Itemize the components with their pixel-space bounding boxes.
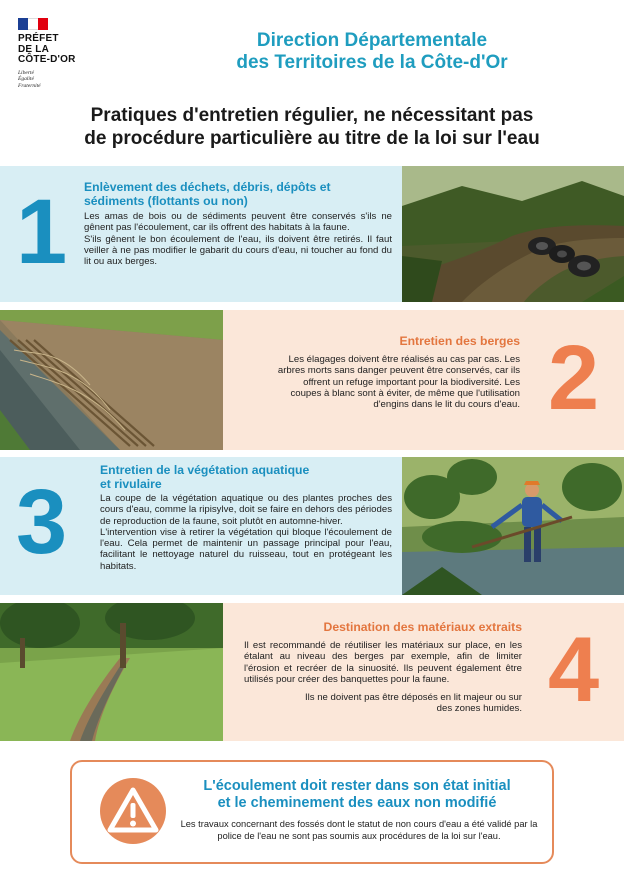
page-title-line-1: Pratiques d'entretien régulier, ne nécessitant pas xyxy=(90,105,534,126)
section-2-number: 2 xyxy=(548,327,600,429)
motto-liberte: Liberté xyxy=(18,69,34,76)
section-2-title-line-1: Entretien des berges xyxy=(399,334,520,348)
section-4-body-2 xyxy=(300,692,522,715)
page-title-line-2: de procédure particulière au titre de la loi sur l'eau xyxy=(84,128,540,149)
section-4-body xyxy=(244,640,522,685)
section-1-number: 1 xyxy=(16,181,68,283)
warning-triangle-icon xyxy=(100,778,166,844)
section-3-photo xyxy=(402,457,624,595)
section-3-number: 3 xyxy=(16,471,68,573)
warning-title-line-1: L'écoulement doit rester dans son état initial xyxy=(203,778,511,794)
section-4-paragraph-1: Il est recommandé de réutiliser les matériaux sur place, en les étalant au niveau des berges par exemple, afin de limiter l'érosion et recréer de la sinuosité. Ils peuvent également être utilisés pour créer des banquettes pour la faune. xyxy=(244,640,522,685)
section-2-title xyxy=(240,334,520,348)
logo-line-1: PRÉFET xyxy=(18,33,59,44)
section-4-paragraph-2: Ils ne doivent pas être déposés en lit majeur ou sur des zones humides. xyxy=(304,692,522,715)
motto-egalite: Égalité xyxy=(18,76,34,82)
section-1-title-line-1: Enlèvement des déchets, débris, dépôts et xyxy=(84,180,331,194)
section-1-paragraph-2: S'ils gênent le bon écoulement de l'eau, ils doivent être retirés. Il faut veiller à ne pas modifier le gabarit du cours d'eau, ni toucher au fond du lit ou aux berges. xyxy=(84,233,392,268)
section-3-title-line-2: et rivulaire xyxy=(100,477,162,491)
section-4-photo xyxy=(0,603,223,741)
direction-line-2: des Territoires de la Côte-d'Or xyxy=(236,52,508,73)
warning-title xyxy=(176,778,538,812)
section-3-title-line-1: Entretien de la végétation aquatique xyxy=(100,463,310,477)
section-4-number: 4 xyxy=(548,619,600,721)
section-1-paragraph-1: Les amas de bois ou de sédiments peuvent être conservés s'ils ne gênent pas l'écoulement, car ils offrent des habitats à la faune. xyxy=(84,211,392,234)
motto-fraternite: Fraternité xyxy=(18,82,41,89)
warning-title-line-2: et le cheminement des eaux non modifié xyxy=(217,795,497,811)
logo-line-2: DE LA xyxy=(18,43,49,55)
section-1-body xyxy=(84,211,392,267)
direction-line-1: Direction Départementale xyxy=(256,30,488,51)
section-2-body xyxy=(272,354,520,410)
section-1-title-line-2: sédiments (flottants ou non) xyxy=(84,194,248,208)
section-1-title xyxy=(84,180,384,208)
section-2-photo xyxy=(0,310,223,450)
warning-box xyxy=(70,760,554,864)
section-2-paragraph-1: Les élagages doivent être réalisés au cas par cas. Les arbres morts sans danger peuvent être conservés, car ils offrent un refuge important pour la biodiversité. Les coupes à blanc sont à éviter, de même que l'utilisation d'engins dans le lit du cours d'eau. xyxy=(277,354,520,411)
logo-line-3: CÔTE-D'OR xyxy=(18,54,76,65)
page-title xyxy=(20,104,604,150)
prefecture-logo xyxy=(18,18,118,89)
republic-motto xyxy=(18,70,118,90)
section-4-title xyxy=(240,620,522,634)
section-3-body xyxy=(100,493,392,572)
section-1-photo xyxy=(402,166,624,302)
direction-heading xyxy=(120,30,624,74)
marianne-flag-icon xyxy=(18,18,48,30)
section-3-paragraph-2: L'intervention vise à retirer la végétation qui bloque l'écoulement de l'eau. Cela permet de maintenir un passage principal pour l'eau, facilitant le nettoyage naturel du ruisseau, tout en protégeant les habitats. xyxy=(100,526,392,572)
section-4-title-line-1: Destination des matériaux extraits xyxy=(323,620,522,634)
warning-text: Les travaux concernant des fossés dont le statut de non cours d'eau a été validé par la police de l'eau ne sont pas soumis aux procédures de la loi sur l'eau. xyxy=(180,819,538,841)
section-3-title xyxy=(100,463,390,491)
section-3-paragraph-1: La coupe de la végétation aquatique ou des plantes proches des cours d'eau, comme la ripisylve, doit se faire en dehors des périodes de reproduction de la faune, soit plutôt en automne-hiver. xyxy=(100,493,392,527)
